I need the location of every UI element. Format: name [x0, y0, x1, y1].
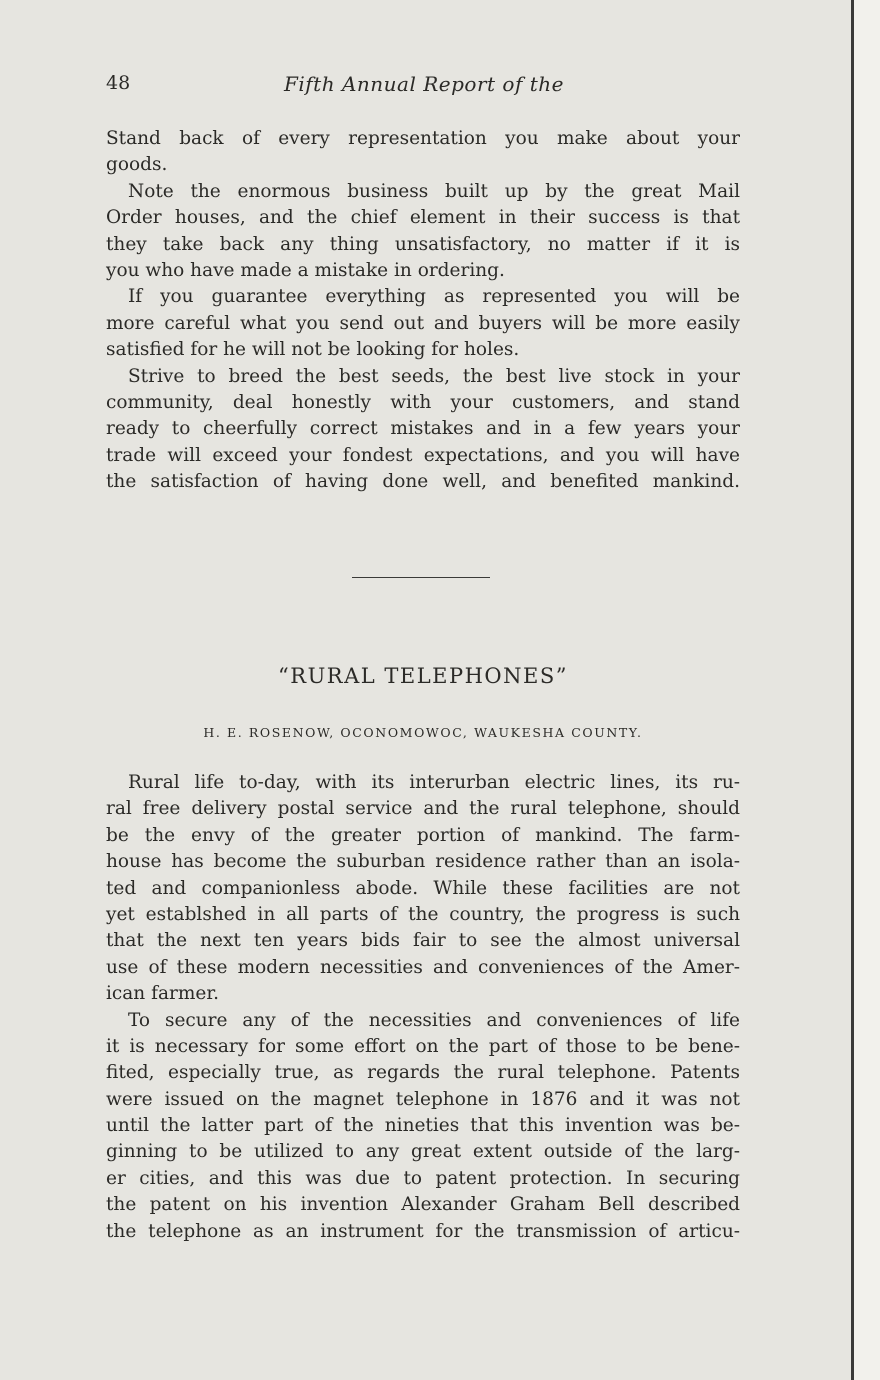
text-line: ready to cheerfully correct mistakes and in a few years your [106, 418, 740, 440]
text-line: Rural life to-day, with its interurban electric lines, its ru- [128, 772, 740, 793]
text-line: it is necessary for some effort on the part of those to be bene- [106, 1035, 740, 1057]
text-line: the patent on his invention Alexander Graham Bell described [106, 1194, 740, 1216]
page-edge-line [851, 0, 854, 1380]
text-line: Order houses, and the chief element in their success is that [106, 207, 740, 229]
text-line: you who have made a mistake in ordering. [106, 259, 505, 281]
closing-paragraphs [106, 126, 740, 495]
article-byline: H. E. ROSENOW, OCONOMOWOC, WAUKESHA COUNTY. [203, 725, 643, 740]
article-title: “RURAL TELEPHONES” [278, 664, 568, 688]
text-line: satisfied for he will not be looking for holes. [106, 339, 520, 361]
text-line: fited, especially true, as regards the rural telephone. Patents [106, 1062, 740, 1084]
text-line: er cities, and this was due to patent protection. In securing [106, 1167, 740, 1189]
text-line: ican farmer. [106, 983, 220, 1005]
text-line: trade will exceed your fondest expectations, and you will have [106, 444, 740, 466]
page-number: 48 [106, 72, 131, 94]
running-head: Fifth Annual Report of the [284, 72, 564, 96]
text-line: Stand back of every representation you make about your [106, 128, 740, 149]
text-line: ginning to be utilized to any great extent outside of the larg- [106, 1141, 740, 1163]
text-line: house has become the suburban residence rather than an isola- [106, 851, 740, 873]
text-line: were issued on the magnet telephone in 1876 and it was not [106, 1088, 740, 1110]
article-body [106, 770, 740, 1245]
text-line: that the next ten years bids fair to see the almost universal [106, 930, 740, 952]
page-margin [854, 0, 880, 1380]
text-line: be the envy of the greater portion of mankind. The farm- [106, 824, 740, 846]
text-line: If you guarantee everything as represented you will be [128, 286, 740, 308]
text-line: ral free delivery postal service and the rural telephone, should [106, 798, 740, 820]
text-line: Note the enormous business built up by the great Mail [128, 180, 740, 202]
text-line: goods. [106, 154, 168, 176]
section-divider [352, 577, 490, 578]
text-line: To secure any of the necessities and conveniences of life [128, 1009, 740, 1031]
text-line: the telephone as an instrument for the transmission of articu- [106, 1220, 740, 1242]
text-line: they take back any thing unsatisfactory, no matter if it is [106, 233, 740, 255]
text-line: the satisfaction of having done well, and benefited mankind. [106, 471, 740, 493]
text-line: ted and companionless abode. While these facilities are not [106, 877, 740, 899]
text-line: community, deal honestly with your customers, and stand [106, 391, 740, 413]
text-line: more careful what you send out and buyers will be more easily [106, 312, 740, 334]
page-header [106, 72, 740, 102]
text-line: until the latter part of the nineties that this invention was be- [106, 1115, 740, 1137]
text-line: yet establshed in all parts of the country, the progress is such [106, 903, 740, 925]
text-line: use of these modern necessities and conveniences of the Amer- [106, 956, 740, 978]
text-line: Strive to breed the best seeds, the best live stock in your [128, 365, 740, 387]
